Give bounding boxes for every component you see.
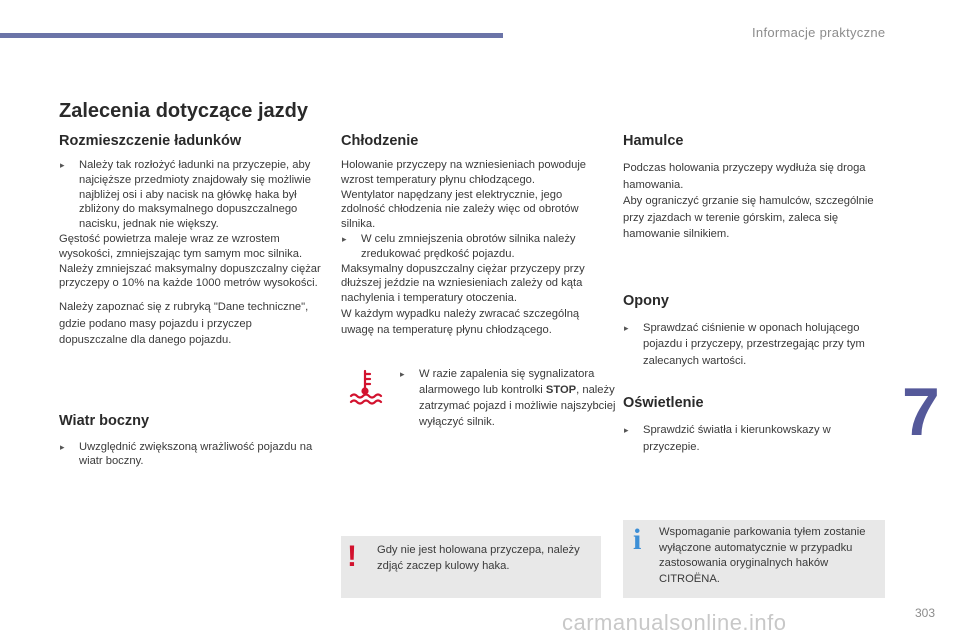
brakes-paragraph-2: Aby ograniczyć grzanie się hamulców, szczególnie przy zjazdach w terenie górskim, zaleca się hamowanie silnikiem.	[623, 195, 874, 240]
section-title-lights: Oświetlenie	[623, 395, 704, 411]
coolant-warning-text: ▸ W razie zapalenia się sygnalizatora alarmowego lub kontrolki STOP, należy zatrzymać pojazd i możliwie najszybciej wyłączyć silnik.	[400, 368, 616, 428]
crosswind-bullet-text: Uwzględnić zwiększoną wrażliwość pojazdu na wiatr boczny.	[79, 440, 313, 468]
section-title-crosswind: Wiatr boczny	[59, 412, 150, 429]
bullet-icon: ▸	[624, 322, 629, 333]
cooling-bullet-text: W celu zmniejszenia obrotów silnika należy zredukować prędkość pojazdu.	[361, 232, 576, 260]
stop-label: STOP	[545, 384, 577, 396]
parking-assist-note-text: Wspomaganie parkowania tyłem zostanie wyłączone automatycznie w przypadku zastosowania oryginalnych haków CITROËNA.	[659, 526, 866, 585]
brakes-paragraph-1: Podczas holowania przyczepy wydłuża się droga hamowania.	[623, 162, 866, 191]
bullet-icon: ▸	[60, 160, 65, 170]
bullet-icon: ▸	[624, 425, 629, 435]
list-item	[623, 422, 883, 455]
exclamation-icon: !	[347, 540, 357, 573]
tow-ball-note	[341, 536, 601, 598]
tow-ball-note-text: Gdy nie jest holowana przyczepa, należy zdjąć zaczep kulowy haka.	[377, 544, 580, 572]
column-load-distribution	[59, 133, 321, 469]
parking-assist-note	[623, 520, 885, 598]
technical-data-paragraph: Należy zapoznać się z rubryką "Dane techniczne", gdzie podano masy pojazdu i przyczep dopuszczalne dla danego pojazdu.	[59, 301, 309, 347]
column-brakes-tyres-lights	[623, 133, 883, 455]
section-title-cooling: Chłodzenie	[341, 133, 419, 149]
cooling-paragraph-3: Maksymalny dopuszczalny ciężar przyczepy przy dłuższej jeździe na wzniesieniach zależy od kąta nachylenia i temperatury otoczenia.	[341, 262, 585, 305]
cooling-paragraph-4: W każdym wypadku należy zwracać szczególną uwagę na temperaturę płynu chłodzącego.	[341, 307, 580, 337]
watermark: carmanualsonline.info	[562, 610, 787, 635]
section-title-tyres: Opony	[623, 292, 669, 309]
bullet-icon: ▸	[342, 233, 347, 244]
section-title-load: Rozmieszczenie ładunków	[59, 133, 242, 149]
coolant-temperature-icon	[347, 368, 383, 408]
list-item	[341, 232, 606, 262]
info-icon: i	[633, 523, 642, 556]
list-item	[59, 158, 321, 232]
altitude-paragraph: Gęstość powietrza maleje wraz ze wzrostem wysokości, zmniejszając tym samym moc silnika. Należy zmniejszać maksymalny dopuszczalny ciężar przyczepy o 10% na każde 1000 metrów wysokości.	[59, 232, 321, 290]
bullet-icon: ▸	[60, 441, 65, 452]
header-accent-bar	[0, 33, 503, 38]
tyres-bullet-text: Sprawdzać ciśnienie w oponach holującego pojazdu i przyczepy, przestrzegając przy tym zalecanych wartości.	[643, 321, 865, 367]
cooling-paragraph-1: Holowanie przyczepy na wzniesieniach powoduje wzrost temperatury płynu chłodzącego.	[341, 159, 587, 186]
list-item	[59, 440, 321, 470]
coolant-warning	[345, 360, 616, 460]
list-item	[623, 320, 883, 370]
section-title-brakes: Hamulce	[623, 133, 684, 149]
page-title: Zalecenia dotyczące jazdy	[59, 100, 309, 122]
cooling-paragraph-2: Wentylator napędzany jest elektrycznie, jego zdolność chłodzenia nie zależy więc od obrotów silnika.	[341, 188, 579, 231]
lights-bullet-text: Sprawdzić światła i kierunkowskazy w przyczepie.	[643, 424, 831, 453]
header-title: Informacje praktyczne	[752, 25, 886, 40]
page-number: 303	[915, 606, 936, 620]
load-bullet-text: Należy tak rozłożyć ładunki na przyczepie, aby najcięższe przedmioty znajdowały się możliwie najbliżej osi i aby nacisk na główkę haka był zbliżony do maksymalnego dopuszczalnego nacisku, jednak nie większy.	[79, 159, 311, 231]
column-cooling	[341, 133, 606, 339]
bullet-icon: ▸	[400, 369, 405, 379]
chapter-number: 7	[902, 374, 940, 450]
